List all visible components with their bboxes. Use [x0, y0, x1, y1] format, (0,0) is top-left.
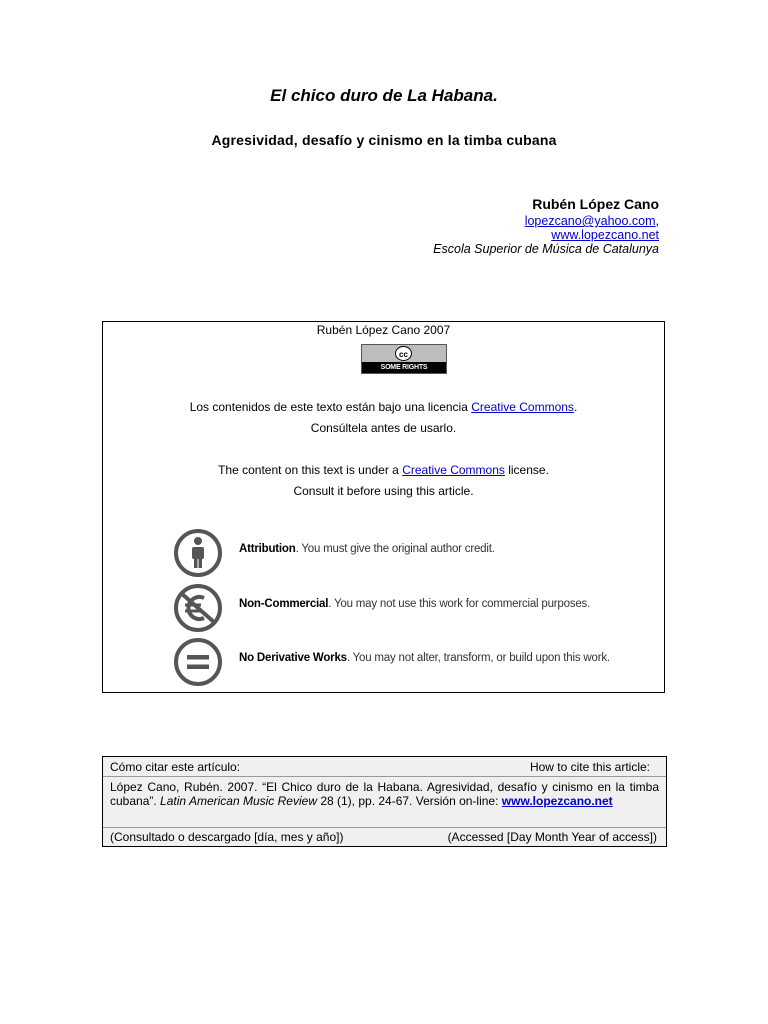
no-derivatives-term: No Derivative Works: [239, 652, 347, 664]
attribution-term: Attribution: [239, 543, 296, 555]
condition-no-derivatives: [169, 637, 649, 691]
citation-header: [110, 760, 659, 774]
condition-attribution: [169, 528, 649, 582]
non-commercial-icon: [173, 583, 223, 633]
non-commercial-term: Non-Commercial: [239, 598, 329, 610]
email-separator: ,: [655, 214, 659, 228]
citation-divider: [103, 776, 666, 777]
citation-footer-en: (Accessed [Day Month Year of access]): [447, 830, 657, 844]
license-en-line1: The content on this text is under a Creative Commons license.: [218, 463, 549, 477]
author-name: Rubén López Cano: [532, 196, 659, 212]
license-box: [102, 321, 665, 693]
citation-text: López Cano, Rubén. 2007. “El Chico duro de la Habana. Agresividad, desafío y cinismo en la timba cubana”. Latin American Music Review 28 (1), pp. 24-67. Versión on-line: www.lopezcano.net: [110, 780, 659, 808]
citation-header-es: Cómo citar este artículo:: [110, 760, 241, 774]
cc-badge-text: SOME RIGHTS RESERVED: [362, 362, 446, 373]
author-institution: Escola Superior de Música de Catalunya: [433, 242, 659, 256]
document-title: El chico duro de La Habana.: [270, 86, 498, 105]
citation-website-link[interactable]: www.lopezcano.net: [501, 794, 613, 808]
no-derivatives-icon: [173, 637, 223, 687]
citation-footer: [110, 830, 657, 844]
license-es-line1: Los contenidos de este texto están bajo una licencia Creative Commons.: [189, 400, 578, 414]
citation-header-en: How to cite this article:: [529, 760, 650, 774]
condition-non-commercial: [169, 583, 649, 637]
citation-divider-bottom: [103, 827, 666, 828]
no-derivatives-desc: . You may not alter, transform, or build upon this work.: [346, 652, 610, 664]
creative-commons-link-es[interactable]: Creative Commons: [471, 400, 574, 414]
author-website-link[interactable]: www.lopezcano.net: [551, 228, 659, 242]
cc-badge[interactable]: [361, 344, 447, 382]
license-en-line2: Consult it before using this article.: [293, 484, 474, 498]
license-es-line2: Consúltela antes de usarlo.: [310, 421, 457, 435]
attribution-icon: [173, 528, 223, 578]
non-commercial-desc: . You may not use this work for commercial purposes.: [328, 598, 591, 610]
cc-logo-icon: cc: [395, 346, 412, 361]
author-block: [259, 197, 659, 256]
document-subtitle: Agresividad, desafío y cinismo en la timba cubana: [211, 132, 557, 148]
attribution-desc: . You must give the original author credit.: [295, 543, 495, 555]
license-header: Rubén López Cano 2007: [316, 323, 451, 337]
creative-commons-link-en[interactable]: Creative Commons: [402, 463, 505, 477]
author-email-link[interactable]: lopezcano@yahoo.com: [524, 214, 656, 228]
citation-box: [102, 756, 667, 847]
citation-journal: Latin American Music Review: [160, 794, 317, 808]
citation-footer-es: (Consultado o descargado [día, mes y año]): [110, 830, 344, 844]
